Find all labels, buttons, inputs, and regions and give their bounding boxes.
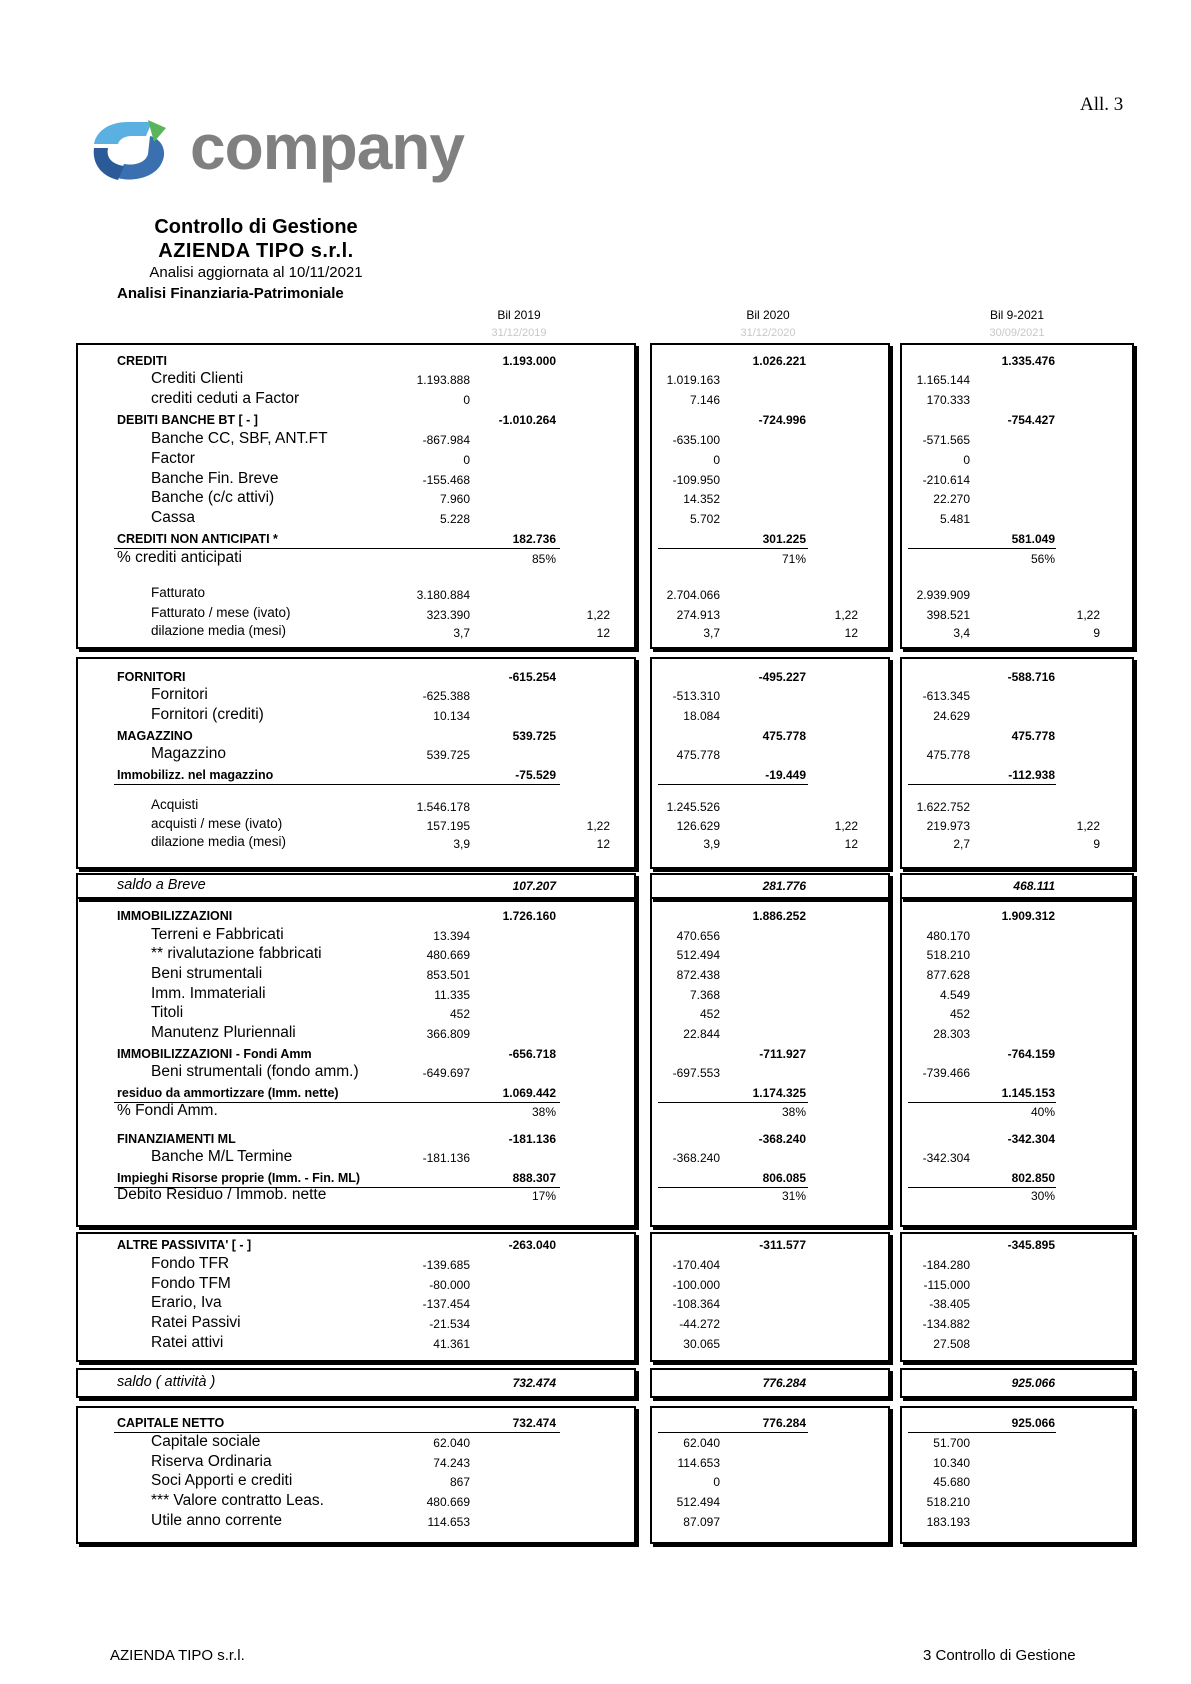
detail-value: 512.494 xyxy=(676,1495,720,1509)
detail-value: -635.100 xyxy=(672,433,720,447)
detail-value: -139.685 xyxy=(422,1258,470,1272)
row-label: Utile anno corrente xyxy=(151,1512,282,1529)
row-label: *** Valore contratto Leas. xyxy=(151,1492,324,1509)
table-row xyxy=(0,352,1191,371)
detail-value: -613.345 xyxy=(922,689,970,703)
total-value: 38% xyxy=(781,1105,806,1119)
total-value: 1.909.312 xyxy=(1001,909,1055,923)
detail-value: 157.195 xyxy=(426,819,470,833)
detail-value: 0 xyxy=(713,1475,720,1489)
table-row xyxy=(0,451,1191,470)
table-row xyxy=(0,1064,1191,1083)
row-label: Soci Apporti e crediti xyxy=(151,1472,293,1489)
total-value: 539.725 xyxy=(512,729,556,743)
table-row xyxy=(0,946,1191,965)
table-row xyxy=(0,907,1191,926)
detail-value: 74.243 xyxy=(433,1456,470,1470)
detail-value: 3.180.884 xyxy=(416,588,470,602)
detail-value: 183.193 xyxy=(926,1515,970,1529)
total-value: 1.726.160 xyxy=(502,909,556,923)
col-header-2021: Bil 9-2021 xyxy=(989,308,1045,322)
total-value: 925.066 xyxy=(1011,1416,1055,1430)
row-label: DEBITI BANCHE BT [ - ] xyxy=(117,413,258,427)
detail-value: 1.622.752 xyxy=(916,800,970,814)
table-row xyxy=(0,471,1191,490)
row-label: Immobilizz. nel magazzino xyxy=(117,768,274,782)
row-label: Imm. Immateriali xyxy=(151,985,266,1002)
table-row xyxy=(0,1149,1191,1168)
row-label: Fatturato / mese (ivato) xyxy=(151,605,291,620)
total-value: 56% xyxy=(1030,552,1055,566)
total-value: -311.577 xyxy=(759,1238,806,1252)
detail-value: 11.335 xyxy=(434,988,470,1002)
row-label: Titoli xyxy=(151,1004,184,1021)
total-value: 17% xyxy=(531,1189,556,1203)
row-label: ALTRE PASSIVITA' [ - ] xyxy=(117,1238,252,1252)
detail-value: 1.546.178 xyxy=(416,800,470,814)
detail-value: -115.000 xyxy=(923,1278,970,1292)
table-row xyxy=(0,986,1191,1005)
row-label: Erario, Iva xyxy=(151,1294,222,1311)
detail-value: 22.844 xyxy=(683,1027,720,1041)
detail-value: 62.040 xyxy=(433,1436,470,1450)
row-label: Beni strumentali xyxy=(151,965,263,982)
table-row xyxy=(0,1473,1191,1492)
total-value: 1.145.153 xyxy=(1001,1086,1055,1100)
detail-value: -739.466 xyxy=(922,1066,970,1080)
detail-value: 7.368 xyxy=(689,988,720,1002)
total-underline xyxy=(908,1432,1056,1433)
table-row xyxy=(0,431,1191,450)
table-row xyxy=(0,510,1191,529)
col-date-2020: 31/12/2020 xyxy=(740,327,796,339)
table-row xyxy=(0,1454,1191,1473)
row-label: dilazione media (mesi) xyxy=(151,623,287,638)
total-underline xyxy=(114,784,560,785)
detail-value: 3,7 xyxy=(703,626,720,640)
detail-value: 518.210 xyxy=(926,1495,970,1509)
detail-value: 853.501 xyxy=(426,968,470,982)
row-label: FORNITORI xyxy=(117,670,186,684)
table-row xyxy=(0,927,1191,946)
total-value: -75.529 xyxy=(515,768,556,782)
row-label: Fondo TFR xyxy=(151,1255,230,1272)
detail-value: -170.404 xyxy=(672,1258,720,1272)
total-value: 888.307 xyxy=(512,1171,556,1185)
detail-value: 126.629 xyxy=(676,819,720,833)
detail-value: 114.653 xyxy=(677,1456,720,1470)
detail-value: 30.065 xyxy=(683,1337,720,1351)
total-value: 732.474 xyxy=(512,1416,556,1430)
detail-value: 51.700 xyxy=(933,1436,970,1450)
saldo-value: 107.207 xyxy=(512,879,556,893)
ratio-value: 12 xyxy=(844,626,858,640)
saldo-value: 925.066 xyxy=(1011,1376,1055,1390)
table-row xyxy=(0,550,1191,569)
table-row xyxy=(0,798,1191,817)
total-value: 40% xyxy=(1030,1105,1055,1119)
saldo-label: saldo a Breve xyxy=(117,877,206,893)
detail-value: 5.481 xyxy=(939,512,970,526)
detail-value: 323.390 xyxy=(426,608,470,622)
table-row xyxy=(0,707,1191,726)
total-value: -181.136 xyxy=(508,1132,556,1146)
row-label: IMMOBILIZZAZIONI - Fondi Amm xyxy=(117,1047,312,1061)
ratio-value: 1,22 xyxy=(586,608,610,622)
detail-value: 475.778 xyxy=(676,748,720,762)
total-value: -1.010.264 xyxy=(498,413,556,427)
detail-value: 867 xyxy=(449,1475,470,1489)
detail-value: 274.913 xyxy=(676,608,720,622)
ratio-value: 1,22 xyxy=(834,608,858,622)
detail-value: 28.303 xyxy=(933,1027,970,1041)
saldo-label: saldo ( attività ) xyxy=(117,1374,216,1390)
detail-value: 18.084 xyxy=(683,709,720,723)
detail-value: -571.565 xyxy=(922,433,970,447)
table-row xyxy=(0,835,1191,854)
total-value: -345.895 xyxy=(1007,1238,1055,1252)
table-row xyxy=(0,687,1191,706)
table-row xyxy=(0,1256,1191,1275)
row-label: Ratei Passivi xyxy=(151,1314,241,1331)
table-row xyxy=(0,1130,1191,1149)
detail-value: -100.000 xyxy=(672,1278,720,1292)
row-label: Banche Fin. Breve xyxy=(151,470,279,487)
row-label: FINANZIAMENTI ML xyxy=(117,1132,236,1146)
detail-value: 877.628 xyxy=(926,968,970,982)
company-logo-text: company xyxy=(190,111,464,183)
total-value: 1.026.221 xyxy=(752,354,806,368)
row-label: Crediti Clienti xyxy=(151,370,244,387)
row-label: Manutenz Pluriennali xyxy=(151,1024,296,1041)
detail-value: 4.549 xyxy=(939,988,970,1002)
row-label: CREDITI NON ANTICIPATI * xyxy=(117,532,278,546)
detail-value: 480.669 xyxy=(426,948,470,962)
attachment-label: All. 3 xyxy=(1080,94,1124,115)
detail-value: 539.725 xyxy=(426,748,470,762)
detail-value: -625.388 xyxy=(422,689,470,703)
row-label: % crediti anticipati xyxy=(117,549,242,566)
row-label: ** rivalutazione fabbricati xyxy=(151,945,322,962)
total-value: 1.886.252 xyxy=(752,909,806,923)
saldo-value: 776.284 xyxy=(762,1376,806,1390)
total-value: -724.996 xyxy=(758,413,806,427)
detail-value: 366.809 xyxy=(426,1027,470,1041)
table-row xyxy=(0,586,1191,605)
total-value: -19.449 xyxy=(765,768,806,782)
total-value: 31% xyxy=(781,1189,806,1203)
row-label: dilazione media (mesi) xyxy=(151,834,287,849)
total-value: 38% xyxy=(531,1105,556,1119)
detail-value: -342.304 xyxy=(922,1151,970,1165)
detail-value: -368.240 xyxy=(672,1151,720,1165)
row-label: IMMOBILIZZAZIONI xyxy=(117,909,233,923)
total-value: 30% xyxy=(1030,1189,1055,1203)
detail-value: 45.680 xyxy=(933,1475,970,1489)
detail-value: 10.134 xyxy=(433,709,470,723)
detail-value: 41.361 xyxy=(433,1337,470,1351)
table-row xyxy=(0,1335,1191,1354)
col-date-2019: 31/12/2019 xyxy=(491,327,547,339)
footer-company: AZIENDA TIPO s.r.l. xyxy=(110,1647,245,1664)
detail-value: 13.394 xyxy=(433,929,470,943)
row-label: MAGAZZINO xyxy=(117,729,193,743)
total-value: 301.225 xyxy=(762,532,806,546)
col-date-2021: 30/09/2021 xyxy=(989,327,1045,339)
total-value: -754.427 xyxy=(1007,413,1055,427)
row-label: Fornitori xyxy=(151,686,208,703)
row-label: % Fondi Amm. xyxy=(117,1102,218,1119)
detail-value: -697.553 xyxy=(672,1066,720,1080)
doc-title: Controllo di Gestione xyxy=(154,216,358,238)
detail-value: 5.228 xyxy=(439,512,470,526)
row-label: Magazzino xyxy=(151,745,226,762)
total-value: -112.938 xyxy=(1008,768,1055,782)
detail-value: 0 xyxy=(713,453,720,467)
total-value: -368.240 xyxy=(758,1132,806,1146)
total-underline xyxy=(908,784,1056,785)
total-value: -263.040 xyxy=(508,1238,556,1252)
saldo-value: 468.111 xyxy=(1013,879,1055,893)
row-label: crediti ceduti a Factor xyxy=(151,390,300,407)
detail-value: 5.702 xyxy=(689,512,720,526)
detail-value: 2,7 xyxy=(953,837,970,851)
ratio-value: 9 xyxy=(1093,837,1100,851)
table-row xyxy=(0,1276,1191,1295)
table-row xyxy=(0,1315,1191,1334)
table-row xyxy=(0,371,1191,390)
analysis-title: Analisi Finanziaria-Patrimoniale xyxy=(117,285,344,302)
detail-value: -44.272 xyxy=(679,1317,720,1331)
total-underline xyxy=(658,548,808,549)
detail-value: 2.939.909 xyxy=(916,588,970,602)
table-row xyxy=(0,966,1191,985)
total-underline xyxy=(908,548,1056,549)
detail-value: 114.653 xyxy=(427,1515,470,1529)
table-row xyxy=(0,766,1191,785)
total-value: 182.736 xyxy=(512,532,556,546)
ratio-value: 9 xyxy=(1093,626,1100,640)
detail-value: -649.697 xyxy=(422,1066,470,1080)
row-label: Ratei attivi xyxy=(151,1334,224,1351)
table-row xyxy=(0,746,1191,765)
table-row xyxy=(0,1434,1191,1453)
row-label: Impieghi Risorse proprie (Imm. - Fin. ML) xyxy=(117,1171,361,1185)
update-date: Analisi aggiornata al 10/11/2021 xyxy=(149,264,363,281)
table-row xyxy=(0,1025,1191,1044)
saldo-value: 732.474 xyxy=(512,1376,556,1390)
row-label: Fondo TFM xyxy=(151,1275,231,1292)
total-value: 1.335.476 xyxy=(1001,354,1055,368)
detail-value: -513.310 xyxy=(672,689,720,703)
detail-value: 0 xyxy=(463,393,470,407)
ratio-value: 12 xyxy=(596,837,610,851)
total-value: 475.778 xyxy=(762,729,806,743)
row-label: Capitale sociale xyxy=(151,1433,261,1450)
row-label: residuo da ammortizzare (Imm. nette) xyxy=(117,1086,339,1100)
detail-value: -38.405 xyxy=(929,1297,970,1311)
detail-value: 518.210 xyxy=(926,948,970,962)
detail-value: -109.950 xyxy=(672,473,720,487)
ratio-value: 12 xyxy=(596,626,610,640)
total-value: 1.069.442 xyxy=(502,1086,556,1100)
detail-value: 7.146 xyxy=(689,393,720,407)
table-row xyxy=(0,1187,1191,1206)
detail-value: 87.097 xyxy=(683,1515,720,1529)
total-value: -615.254 xyxy=(508,670,556,684)
detail-value: 480.170 xyxy=(926,929,970,943)
total-value: 806.085 xyxy=(762,1171,806,1185)
table-row xyxy=(0,1414,1191,1433)
row-label: Factor xyxy=(151,450,195,467)
row-label: Banche (c/c attivi) xyxy=(151,489,275,506)
table-row xyxy=(0,391,1191,410)
ratio-value: 1,22 xyxy=(1076,608,1100,622)
detail-value: 10.340 xyxy=(933,1456,970,1470)
total-value: 776.284 xyxy=(762,1416,806,1430)
detail-value: 170.333 xyxy=(926,393,970,407)
detail-value: 475.778 xyxy=(926,748,970,762)
detail-value: -134.882 xyxy=(922,1317,970,1331)
total-value: -588.716 xyxy=(1007,670,1055,684)
detail-value: 452 xyxy=(699,1007,720,1021)
row-label: Fornitori (crediti) xyxy=(151,706,264,723)
table-row xyxy=(0,1295,1191,1314)
company-logo xyxy=(88,118,172,190)
row-label: Cassa xyxy=(151,509,195,526)
total-value: 85% xyxy=(531,552,556,566)
detail-value: -867.984 xyxy=(422,433,470,447)
row-label: Riserva Ordinaria xyxy=(151,1453,272,1470)
detail-value: 470.656 xyxy=(676,929,720,943)
saldo-value: 281.776 xyxy=(762,879,806,893)
table-row xyxy=(0,411,1191,430)
detail-value: 62.040 xyxy=(683,1436,720,1450)
ratio-value: 1,22 xyxy=(586,819,610,833)
detail-value: 3,9 xyxy=(453,837,470,851)
detail-value: 3,9 xyxy=(703,837,720,851)
detail-value: -155.468 xyxy=(422,473,470,487)
detail-value: 452 xyxy=(449,1007,470,1021)
company-name: AZIENDA TIPO s.r.l. xyxy=(158,240,354,262)
table-row xyxy=(0,668,1191,687)
row-label: Acquisti xyxy=(151,797,199,812)
ratio-value: 12 xyxy=(844,837,858,851)
detail-value: -181.136 xyxy=(422,1151,470,1165)
col-header-2019: Bil 2019 xyxy=(497,308,541,322)
total-underline xyxy=(658,784,808,785)
total-value: -656.718 xyxy=(508,1047,556,1061)
table-row xyxy=(0,624,1191,643)
table-row xyxy=(0,1103,1191,1122)
row-label: Debito Residuo / Immob. nette xyxy=(117,1186,327,1203)
detail-value: -80.000 xyxy=(429,1278,470,1292)
detail-value: 22.270 xyxy=(933,492,970,506)
total-value: 581.049 xyxy=(1011,532,1055,546)
detail-value: 0 xyxy=(963,453,970,467)
total-underline xyxy=(658,1432,808,1433)
table-row xyxy=(0,1493,1191,1512)
detail-value: 452 xyxy=(949,1007,970,1021)
detail-value: -108.364 xyxy=(672,1297,720,1311)
detail-value: 1.193.888 xyxy=(416,373,470,387)
table-row xyxy=(0,530,1191,549)
detail-value: 1.165.144 xyxy=(916,373,970,387)
detail-value: 3,7 xyxy=(453,626,470,640)
ratio-value: 1,22 xyxy=(1076,819,1100,833)
detail-value: 7.960 xyxy=(439,492,470,506)
ratio-value: 1,22 xyxy=(834,819,858,833)
row-label: CAPITALE NETTO xyxy=(117,1416,225,1430)
detail-value: 480.669 xyxy=(426,1495,470,1509)
logo-mark-icon xyxy=(88,118,172,190)
total-value: -764.159 xyxy=(1007,1047,1055,1061)
total-value: -711.927 xyxy=(759,1047,806,1061)
table-row xyxy=(0,1045,1191,1064)
row-label: Terreni e Fabbricati xyxy=(151,926,284,943)
detail-value: -137.454 xyxy=(422,1297,470,1311)
detail-value: 219.973 xyxy=(926,819,970,833)
detail-value: 2.704.066 xyxy=(666,588,720,602)
table-row xyxy=(0,1236,1191,1255)
total-value: 1.174.325 xyxy=(752,1086,806,1100)
total-value: -342.304 xyxy=(1007,1132,1055,1146)
detail-value: 512.494 xyxy=(676,948,720,962)
detail-value: 0 xyxy=(463,453,470,467)
detail-value: -21.534 xyxy=(429,1317,470,1331)
detail-value: 24.629 xyxy=(933,709,970,723)
row-label: Beni strumentali (fondo amm.) xyxy=(151,1063,359,1080)
table-row xyxy=(0,1084,1191,1103)
total-value: -495.227 xyxy=(758,670,806,684)
detail-value: -210.614 xyxy=(922,473,970,487)
row-label: Banche M/L Termine xyxy=(151,1148,293,1165)
footer-page: 3 Controllo di Gestione xyxy=(923,1647,1076,1664)
detail-value: 872.438 xyxy=(676,968,720,982)
total-value: 475.778 xyxy=(1011,729,1055,743)
table-row xyxy=(0,727,1191,746)
detail-value: 27.508 xyxy=(933,1337,970,1351)
total-value: 802.850 xyxy=(1011,1171,1055,1185)
table-row xyxy=(0,1005,1191,1024)
col-header-2020: Bil 2020 xyxy=(746,308,790,322)
detail-value: 14.352 xyxy=(683,492,720,506)
table-row xyxy=(0,490,1191,509)
row-label: CREDITI xyxy=(117,354,167,368)
row-label: Fatturato xyxy=(151,585,206,600)
detail-value: 1.019.163 xyxy=(666,373,720,387)
total-value: 1.193.000 xyxy=(502,354,556,368)
detail-value: 3,4 xyxy=(953,626,970,640)
detail-value: 398.521 xyxy=(926,608,970,622)
table-row xyxy=(0,1513,1191,1532)
detail-value: -184.280 xyxy=(922,1258,970,1272)
row-label: acquisti / mese (ivato) xyxy=(151,816,283,831)
row-label: Banche CC, SBF, ANT.FT xyxy=(151,430,328,447)
detail-value: 1.245.526 xyxy=(666,800,720,814)
total-value: 71% xyxy=(781,552,806,566)
